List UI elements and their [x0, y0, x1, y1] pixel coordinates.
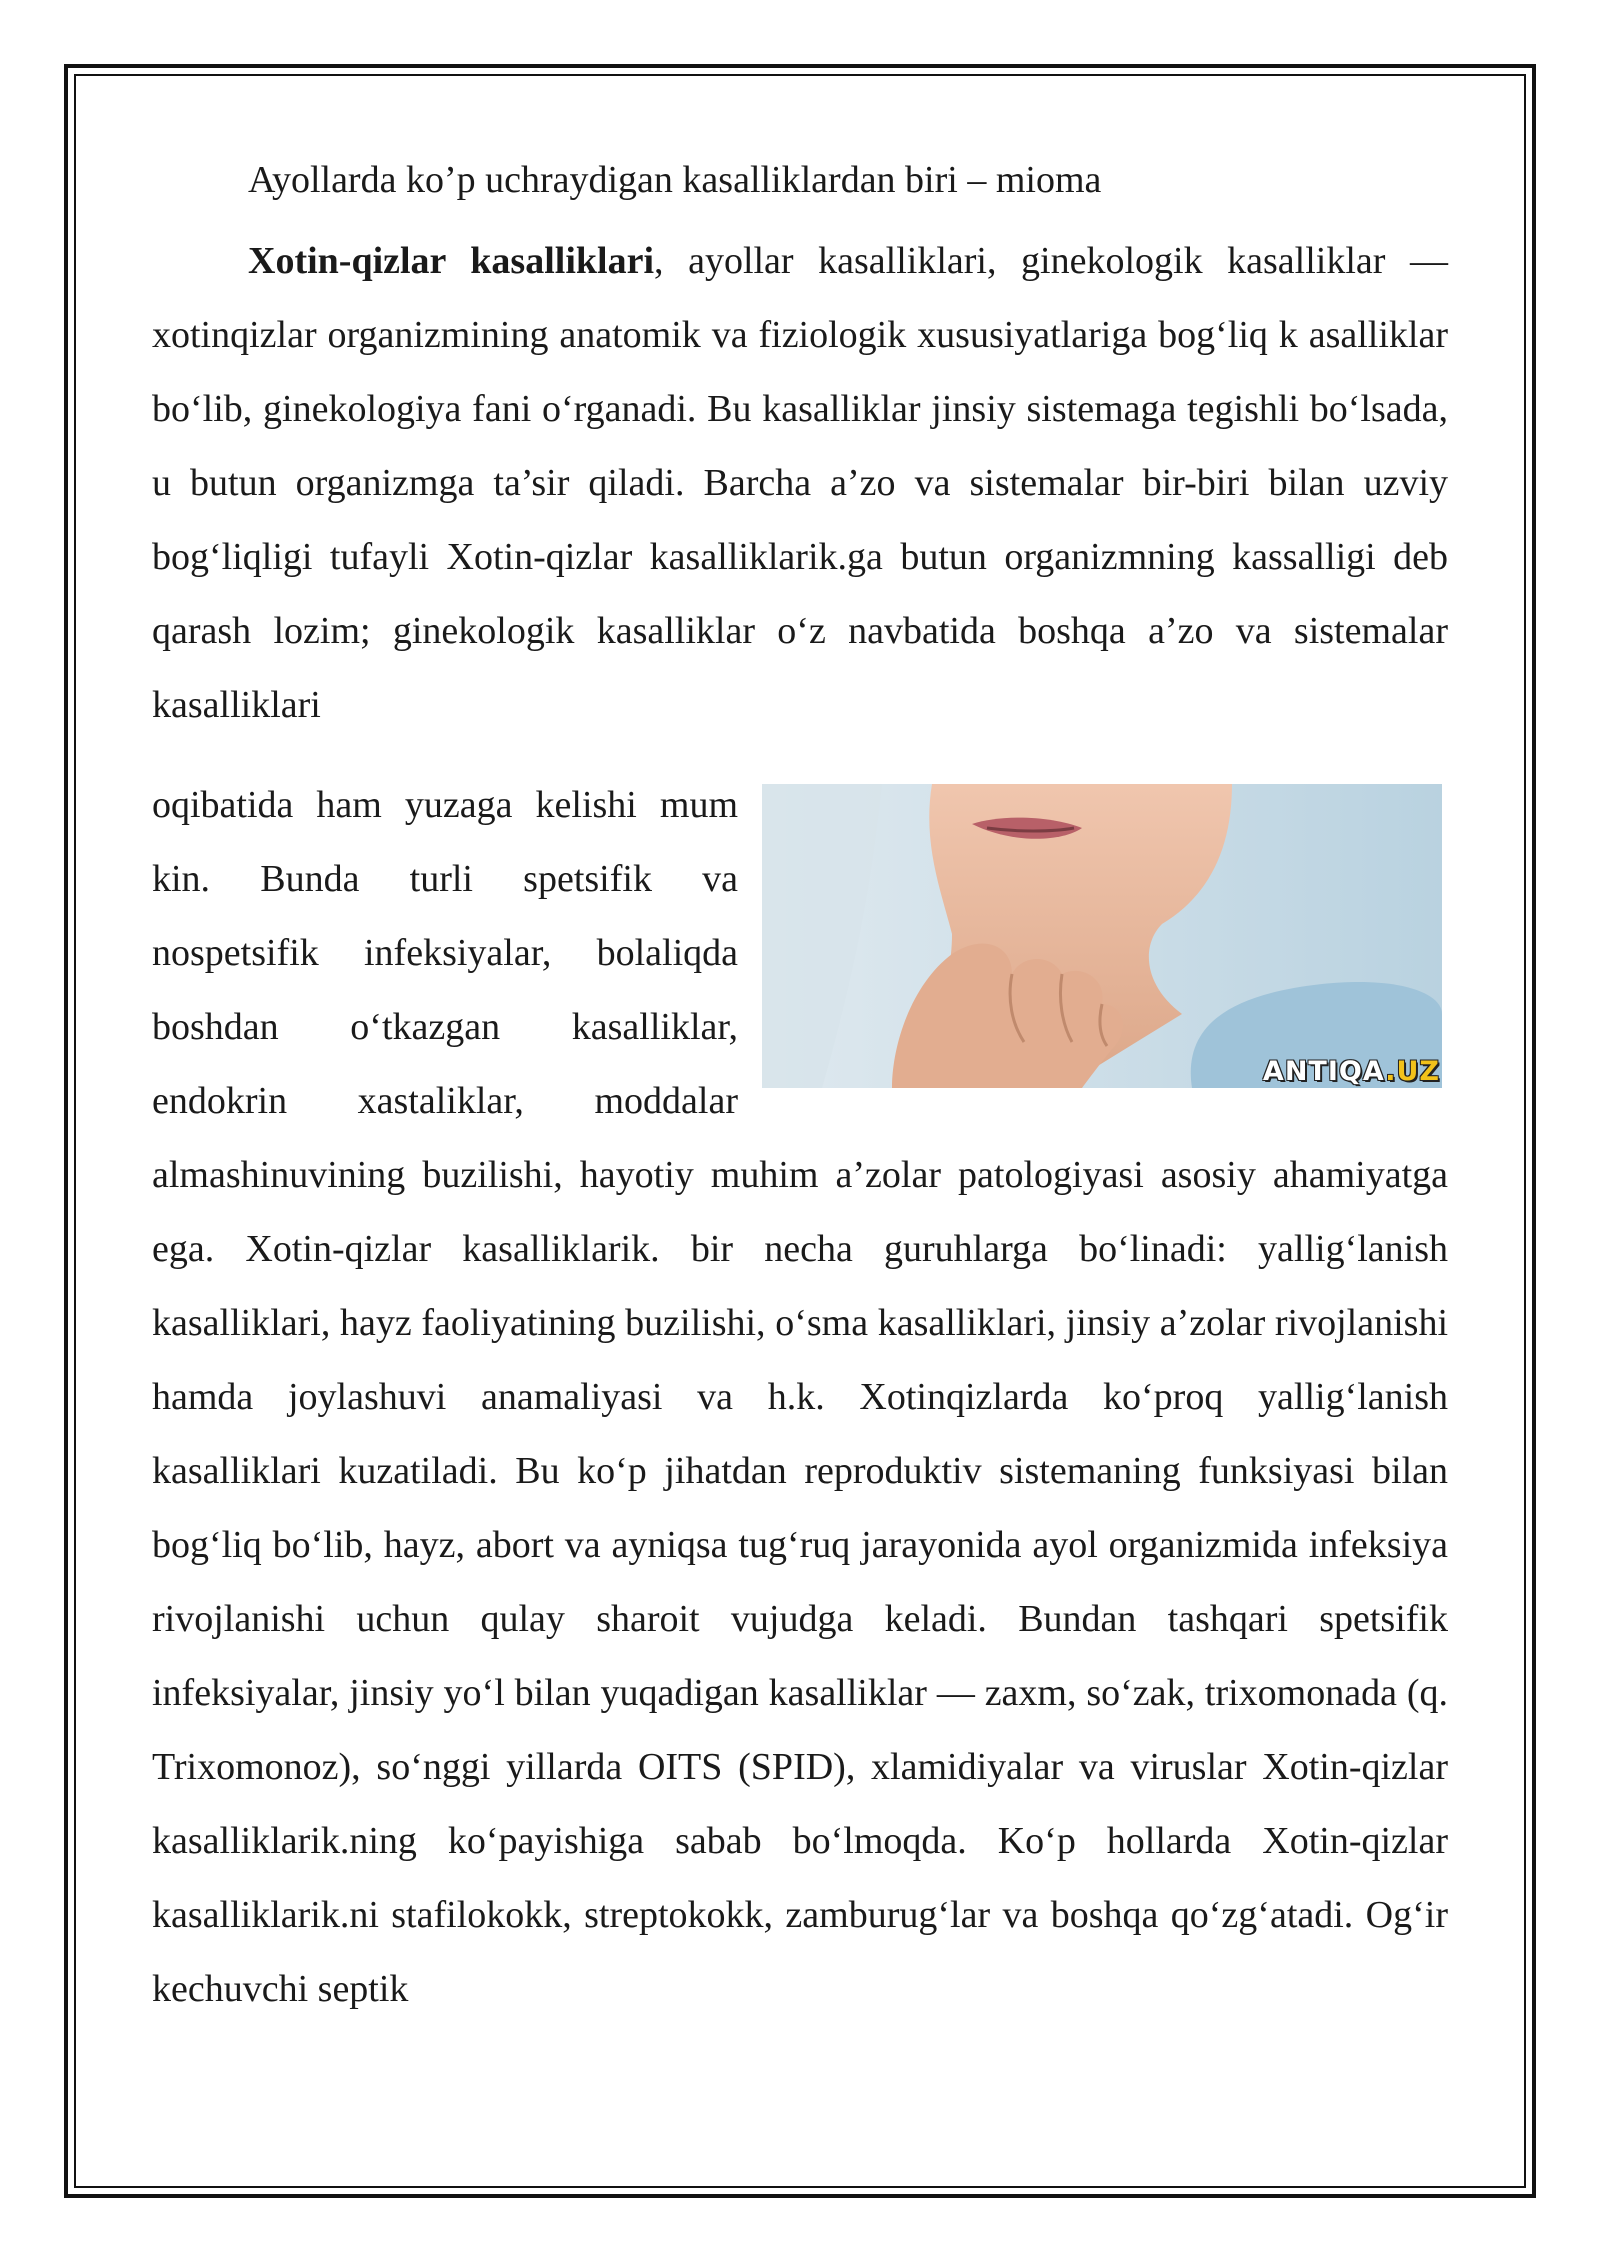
paragraph-intro-text: , ayollar kasalliklari, ginekologik kasalliklar — xotinqizlar organizmining anatomik va fiziologik xususiyatlariga bog‘liq k asalliklar bo‘lib, ginekologiya fani o‘rganadi. Bu kasalliklar jinsiy sistemaga tegishli bo‘lsada, u butun organizmga ta’sir qiladi. Barcha a’zo va sistemalar bir-biri bilan uzviy bog‘liqligi tufayli Xotin-qizlar kasalliklarik.ga butun organizmning kassalligi deb qarash lozim; ginekologik kasalliklar o‘z navbatida boshqa a’zo va sistemalar kasalliklari: [152, 240, 1448, 726]
photo-illustration: [762, 784, 1442, 1088]
photo-watermark: [1263, 1056, 1440, 1088]
document-body: [152, 150, 1448, 2026]
bold-term: Xotin-qizlar kasalliklari: [248, 240, 655, 282]
throat-pain-photo: [762, 784, 1442, 1088]
paragraph-continued-text: oqibatida ham yuzaga kelishi mum kin. Bunda turli spetsifik va nospetsifik infeksiyalar, bolaliqda boshdan o‘tkazgan kasalliklar, endokrin xastaliklar, moddalar almashinuvining buzilishi, hayotiy muhim a’zolar patologiyasi asosiy ahamiyatga ega. Xotin-qizlar kasalliklarik. bir necha guruhlarga bo‘linadi: yallig‘lanish kasalliklari, hayz faoliyatining buzilishi, o‘sma kasalliklari, jinsiy a’zolar rivojlanishi hamda joylashuvi anamaliyasi va h.k. Xotinqizlarda ko‘proq yallig‘lanish kasalliklari kuzatiladi. Bu ko‘p jihatdan reproduktiv sistemaning funksiyasi bilan bog‘liq bo‘lib, hayz, abort va ayniqsa tug‘ruq jarayonida ayol organizmida infeksiya rivojlanishi uchun qulay sharoit vujudga keladi. Bundan tashqari spetsifik infeksiyalar, jinsiy yo‘l bilan yuqadigan kasalliklar — zaxm, so‘zak, trixomonada (q. Trixomonoz), so‘nggi yillarda OITS (SPID), xlamidiyalar va viruslar Xotin-qizlar kasalliklarik.ning ko‘payishiga sabab bo‘lmoqda. Ko‘p hollarda Xotin-qizlar kasalliklarik.ni stafilokokk, streptokokk, zamburug‘lar va boshqa qo‘zg‘atadi. Og‘ir kechuvchi septik: [152, 784, 1448, 2010]
watermark-tld: .UZ: [1385, 1056, 1440, 1087]
document-title: Ayollarda ko’p uchraydigan kasalliklardan biri – mioma: [248, 159, 1102, 201]
paragraph-continued: [152, 768, 1448, 2026]
paragraph-intro: [152, 224, 1448, 742]
watermark-main: ANTIQA: [1262, 1056, 1386, 1087]
